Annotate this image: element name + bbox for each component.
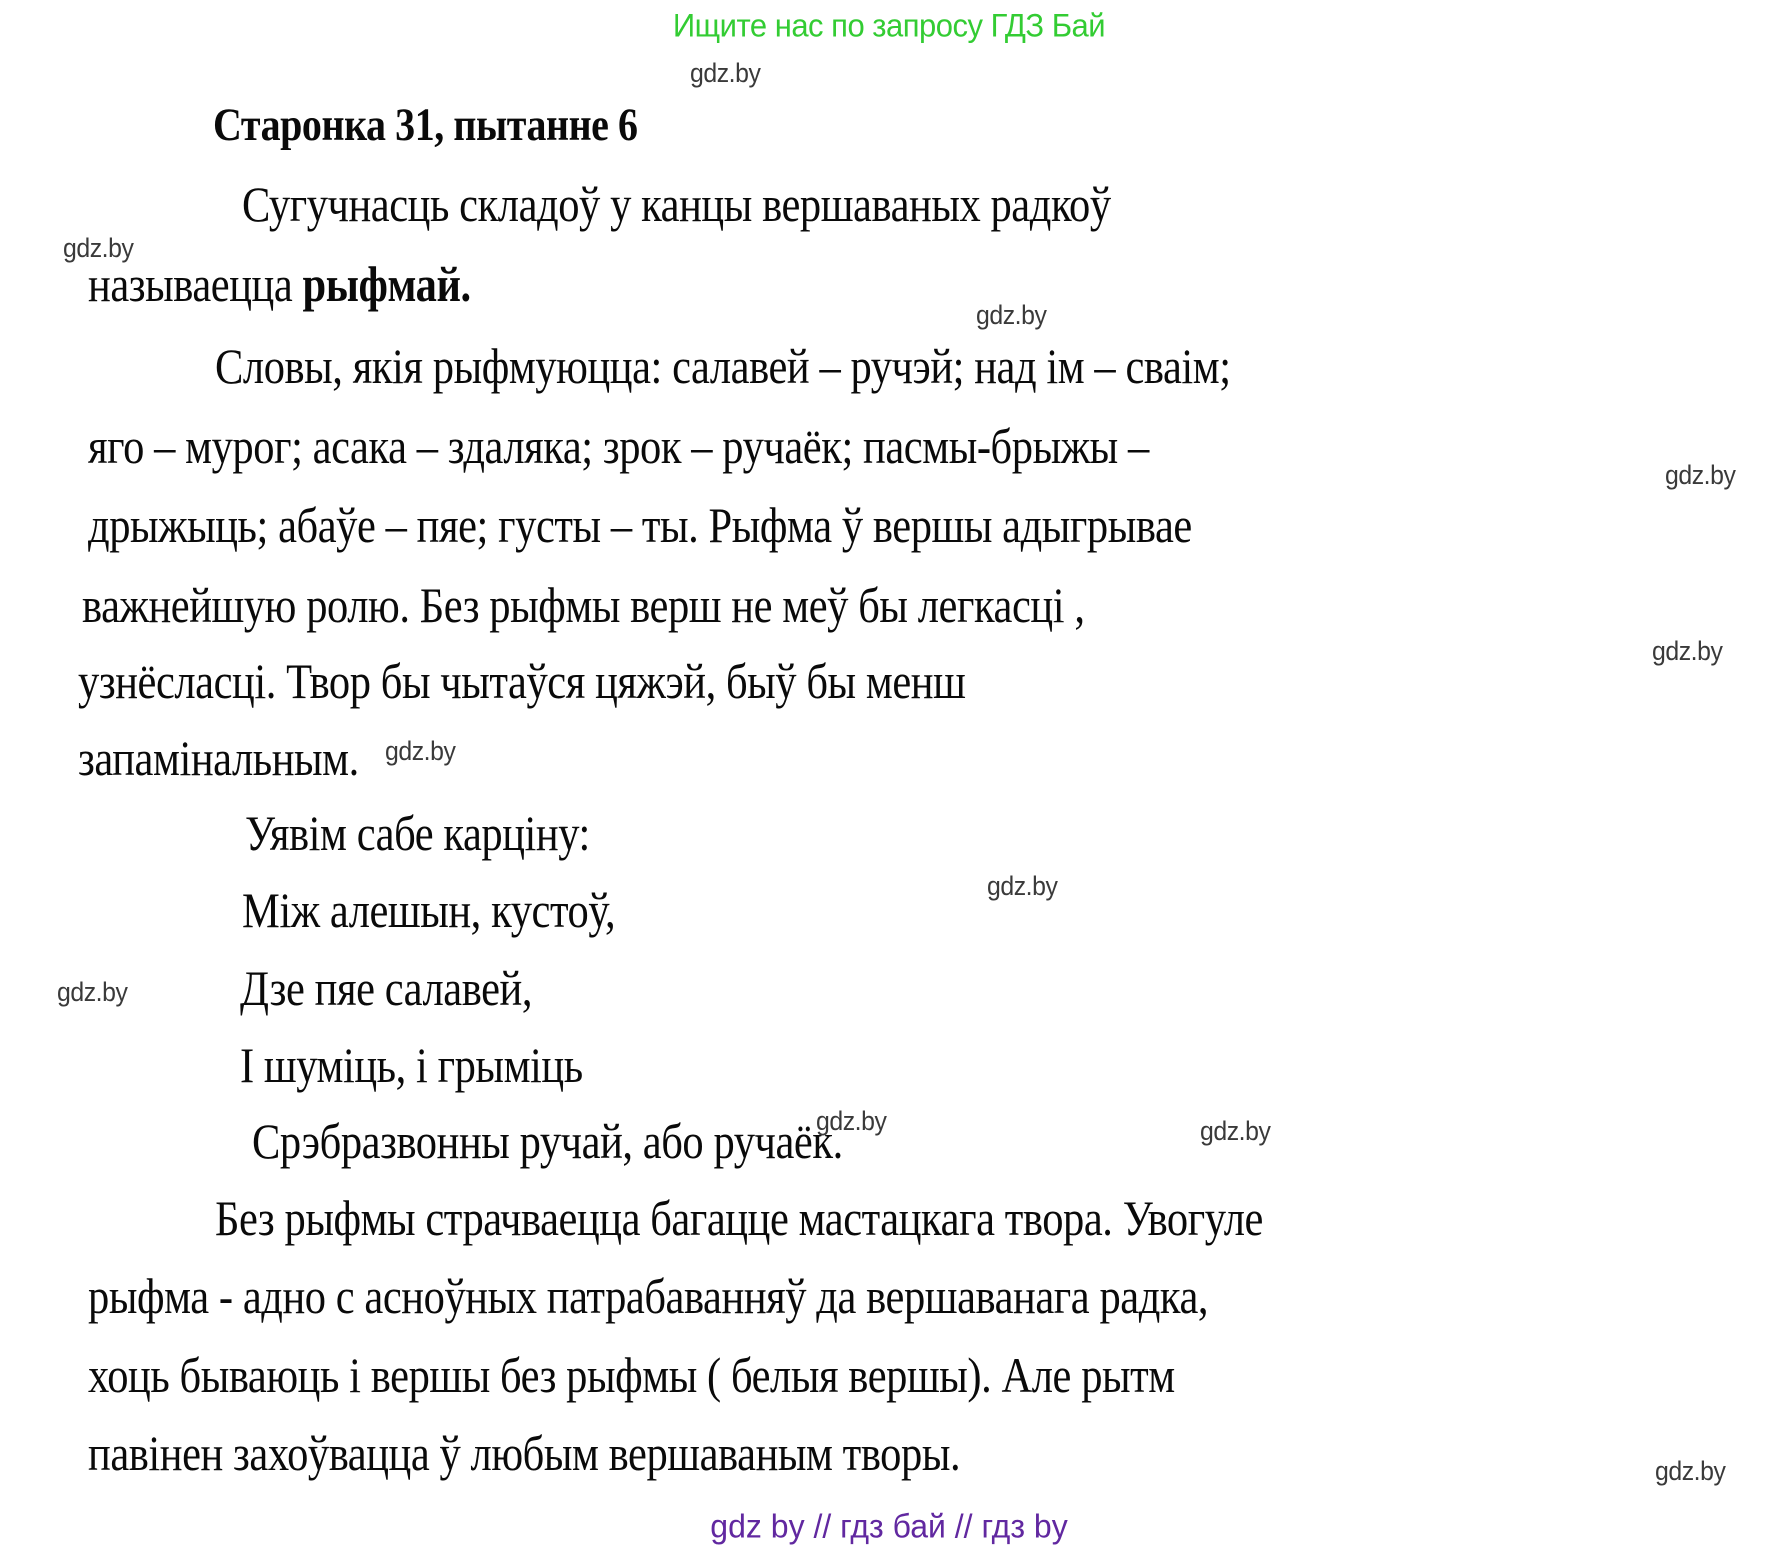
text-line <box>240 960 532 1018</box>
text-line <box>215 338 1231 396</box>
text-line <box>242 882 615 940</box>
text-line <box>242 176 1111 234</box>
text-line <box>252 1113 843 1171</box>
text-run: рыфма - адно с асноўных патрабаванняў да вершаванага радка, <box>88 1268 1209 1324</box>
gdz-watermark: gdz.by <box>1665 460 1736 490</box>
text-line <box>88 1347 1175 1405</box>
text-run-bold: рыфмай. <box>302 256 471 312</box>
text-run: Дзе пяе салавей, <box>240 960 533 1016</box>
text-line <box>88 1425 960 1483</box>
text-line <box>88 256 471 314</box>
gdz-watermark: gdz.by <box>976 300 1047 330</box>
promo-banner: Ищите нас по запросу ГДЗ Бай <box>672 7 1106 44</box>
text-line <box>240 1037 583 1095</box>
text-line <box>78 653 965 711</box>
text-run: узнёсласці. Твор бы чытаўся цяжэй, быў бы менш <box>78 653 966 709</box>
text-run: Уявім сабе карціну: <box>245 805 590 861</box>
gdz-watermark: gdz.by <box>1652 636 1723 666</box>
text-run: Без рыфмы страчваецца багацце мастацкага твора. Увогуле <box>215 1190 1263 1246</box>
text-run: павінен захоўвацца ў любым вершаваным творы. <box>88 1425 961 1481</box>
text-run: Словы, якія рыфмуюцца: салавей – ручэй; над ім – сваім; <box>215 338 1231 394</box>
text-line <box>245 805 590 863</box>
text-run: важнейшую ролю. Без рыфмы верш не меў бы легкасці , <box>82 577 1085 633</box>
footer-links: gdz by // гдз бай // гдз by <box>710 1507 1068 1545</box>
text-line <box>82 577 1085 635</box>
gdz-watermark: gdz.by <box>385 736 456 766</box>
text-line <box>88 1268 1208 1326</box>
text-run: хоць бываюць і вершы без рыфмы ( белыя вершы). Але рытм <box>88 1347 1175 1403</box>
text-run: Сугучнасць складоў у канцы вершаваных радкоў <box>242 176 1111 232</box>
gdz-watermark: gdz.by <box>987 871 1058 901</box>
text-line <box>78 730 359 788</box>
text-run: дрыжыць; абаўе – пяе; густы – ты. Рыфма ў вершы адыгрывае <box>88 497 1192 553</box>
gdz-watermark: gdz.by <box>63 233 134 263</box>
text-line <box>88 418 1149 476</box>
text-run: І шуміць, і грыміць <box>240 1037 583 1093</box>
gdz-watermark: gdz.by <box>1655 1456 1726 1486</box>
gdz-watermark: gdz.by <box>816 1106 887 1136</box>
text-run: яго – мурог; асака – здаляка; зрок – ручаёк; пасмы-брыжы – <box>88 418 1149 474</box>
text-line <box>215 1190 1263 1248</box>
text-run: называецца <box>88 256 303 312</box>
text-run: запамінальным. <box>78 730 359 786</box>
gdz-watermark: gdz.by <box>57 977 128 1007</box>
text-line <box>88 497 1192 555</box>
gdz-watermark: gdz.by <box>1200 1116 1271 1146</box>
text-run: Між алешын, кустоў, <box>242 882 616 938</box>
text-run: Срэбразвонны ручай, або ручаёк. <box>252 1113 843 1169</box>
page-title: Старонка 31, пытанне 6 <box>213 99 638 151</box>
gdz-watermark: gdz.by <box>690 58 761 88</box>
